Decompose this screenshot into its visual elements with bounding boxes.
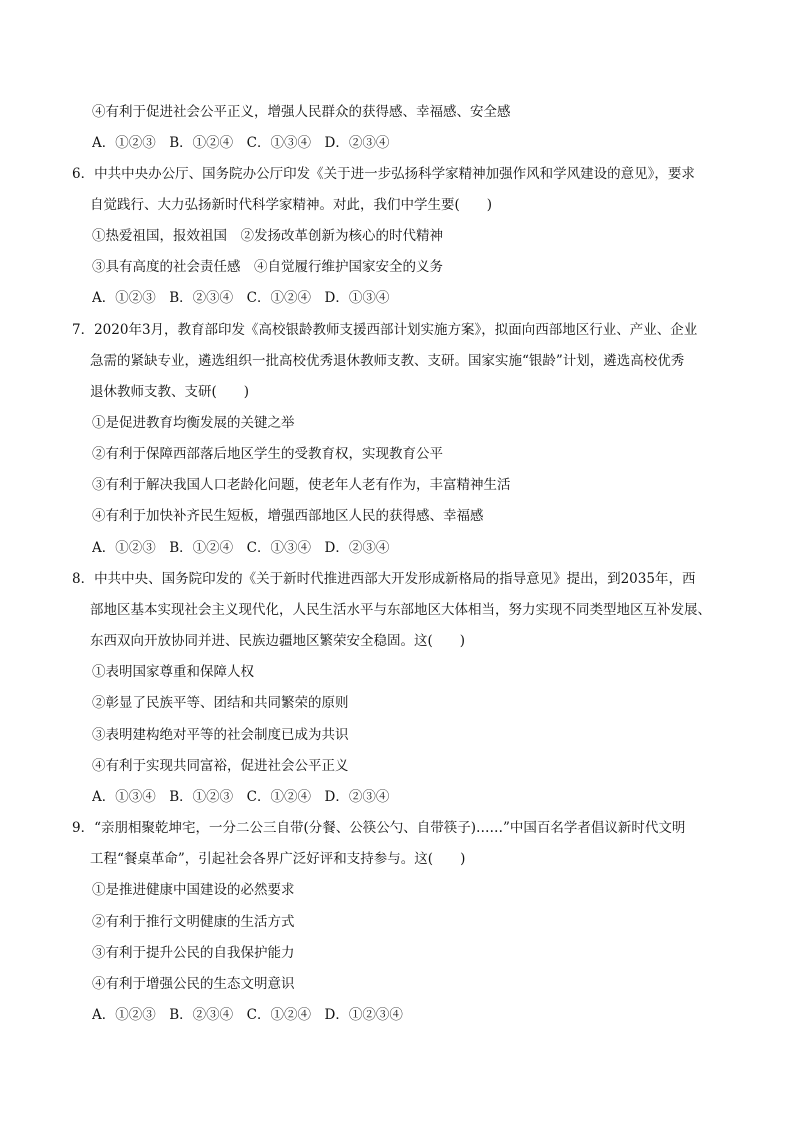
q9-stem-line-1: 9．“亲朋相聚乾坤宅，一分二公三自带(分餐、公筷公勺、自带筷子)……”中国百名学者倡议新时代文明 bbox=[72, 820, 686, 836]
q5-option-4: ④有利于促进社会公平正义，增强人民群众的获得感、幸福感、安全感 bbox=[92, 104, 511, 120]
q8-choices: A．①③④ B．①②③ C．①②④ D．②③④ bbox=[92, 789, 390, 805]
q8-option-1: ①表明国家尊重和保障人权 bbox=[92, 664, 254, 680]
q7-option-2: ②有利于保障西部落后地区学生的受教育权，实现教育公平 bbox=[92, 446, 443, 462]
q9-option-2: ②有利于推行文明健康的生活方式 bbox=[92, 914, 295, 930]
q8-stem-line-3: 东西双向开放协同并进、民族边疆地区繁荣安全稳固。这( ) bbox=[90, 633, 466, 649]
q8-stem-line-2: 部地区基本实现社会主义现代化，人民生活水平与东部地区大体相当，努力实现不同类型地区互补发展、 bbox=[90, 602, 711, 618]
q7-option-4: ④有利于加快补齐民生短板，增强西部地区人民的获得感、幸福感 bbox=[92, 508, 484, 524]
q7-option-3: ③有利于解决我国人口老龄化问题，使老年人老有作为，丰富精神生活 bbox=[92, 477, 511, 493]
q8-option-3: ③表明建构绝对平等的社会制度已成为共识 bbox=[92, 727, 349, 743]
q7-option-1: ①是促进教育均衡发展的关键之举 bbox=[92, 415, 295, 431]
q9-option-4: ④有利于增强公民的生态文明意识 bbox=[92, 976, 295, 992]
q6-choices: A．①②③ B．②③④ C．①②④ D．①③④ bbox=[92, 290, 390, 306]
q7-choices: A．①②③ B．①②④ C．①③④ D．②③④ bbox=[92, 540, 390, 556]
q6-stem-line-2: 自觉践行、大力弘扬新时代科学家精神。对此，我们中学生要( ) bbox=[90, 197, 493, 213]
q9-option-3: ③有利于提升公民的自我保护能力 bbox=[92, 945, 295, 961]
q6-options-line-2: ③具有高度的社会责任感 ④自觉履行维护国家安全的义务 bbox=[92, 259, 443, 275]
q9-choices: A．①②③ B．②③④ C．①②④ D．①②③④ bbox=[92, 1007, 403, 1023]
q7-stem-line-3: 退休教师支教、支研( ) bbox=[90, 384, 250, 400]
q8-option-4: ④有利于实现共同富裕，促进社会公平正义 bbox=[92, 758, 349, 774]
q8-stem-line-1: 8．中共中央、国务院印发的《关于新时代推进西部大开发形成新格局的指导意见》提出，到2035年，西 bbox=[72, 571, 696, 587]
q8-option-2: ②彰显了民族平等、团结和共同繁荣的原则 bbox=[92, 695, 349, 711]
q9-stem-line-2: 工程“餐桌革命”，引起社会各界广泛好评和支持参与。这( ) bbox=[90, 851, 466, 867]
q5-choices: A．①②③ B．①②④ C．①③④ D．②③④ bbox=[92, 135, 390, 151]
q9-option-1: ①是推进健康中国建设的必然要求 bbox=[92, 882, 295, 898]
q6-stem-line-1: 6．中共中央办公厅、国务院办公厅印发《关于进一步弘扬科学家精神加强作风和学风建设的意见》，要求 bbox=[72, 166, 695, 182]
q6-options-line-1: ①热爱祖国，报效祖国 ②发扬改革创新为核心的时代精神 bbox=[92, 228, 443, 244]
q7-stem-line-1: 7．2020年3月，教育部印发《高校银龄教师支援西部计划实施方案》，拟面向西部地区行业、产业、企业 bbox=[72, 322, 698, 338]
q7-stem-line-2: 急需的紧缺专业，遴选组织一批高校优秀退休教师支教、支研。国家实施“银龄”计划，遴选高校优秀 bbox=[90, 353, 685, 369]
